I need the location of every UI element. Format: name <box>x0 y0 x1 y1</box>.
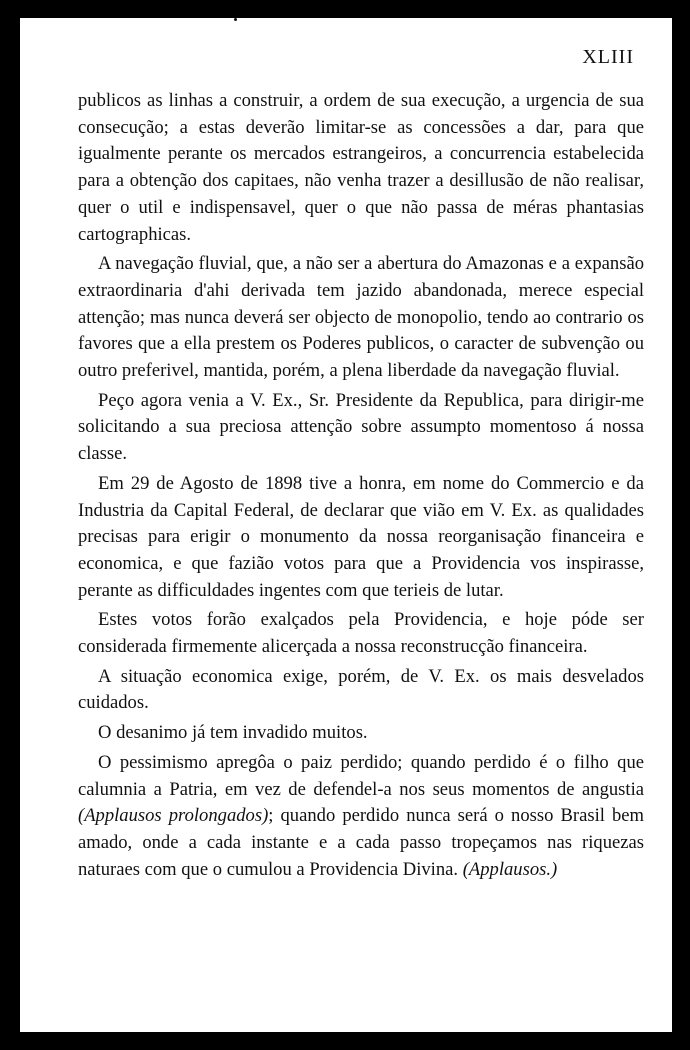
page-number: XLIII <box>582 46 634 68</box>
paragraph-7 <box>78 720 644 747</box>
paragraph-8-text-a: O pessimismo apregôa o paiz perdido; quando perdido é o filho que calumnia a Patria, em vez de defendel-a nos seus momentos de angustia <box>78 751 644 800</box>
paragraph-2-text: A navegação fluvial, que, a não ser a abertura do Amazonas e a expansão extraordinaria d'ahi derivada tem jazido abandonada, merece especial attenção; mas nunca deverá ser objecto de monopolio, tendo ao contrario os favores que a ella prestem os Poderes publicos, o caracter de subvenção ou outro preferivel, mantida, porém, a plena liberdade da navegação fluvial. <box>78 253 644 382</box>
paragraph-1-text: publicos as linhas a construir, a ordem de sua execução, a urgencia de sua consecução; a estas deverão limitar-se as concessões a dar, para que igualmente perante os mercados estrangeiros, a concurrencia estabelecida para a obtenção dos capitaes, não venha trazer a desillusão de não realisar, quer o util e indispensavel, quer o que não passa de méras phantasias cartographicas. <box>78 90 644 245</box>
book-page <box>20 18 672 1032</box>
paragraph-3-text: Peço agora venia a V. Ex., Sr. Presidente da Republica, para dirigir-me solicitando a sua preciosa attenção sobre assumpto momentoso á nossa classe. <box>78 389 644 465</box>
paragraph-8-text-b: ; quando perdido nunca será o nosso Brasil bem amado, onde a cada instante e a cada passo tropeçamos nas riquezas naturaes com que o cumulou a Providencia Divina. <box>78 805 644 880</box>
applause-note: (Applausos.) <box>462 858 558 880</box>
paragraph-4-text: Em 29 de Agosto de 1898 tive a honra, em nome do Commercio e da Industria da Capital Federal, de declarar que vião em V. Ex. as qualidades precisas para erigir o monumento da nossa reorganisação financeira e economica, e que fazião votos para que a Providencia vos inspirasse, perante as difficuldades ingentes com que terieis de lutar. <box>78 472 644 601</box>
paragraph-5-text: Estes votos forão exalçados pela Providencia, e hoje póde ser considerada firmemente alicerçada a nossa reconstrucção financeira. <box>78 609 644 658</box>
paragraph-4 <box>78 471 644 605</box>
applause-note-prolonged: (Applausos prolongados) <box>78 805 269 827</box>
paragraph-2 <box>78 251 644 385</box>
paragraph-6 <box>78 664 644 717</box>
body-text <box>78 88 644 886</box>
paragraph-6-text: A situação economica exige, porém, de V. Ex. os mais desvelados cuidados. <box>78 665 644 714</box>
paragraph-8 <box>78 750 644 884</box>
print-speck <box>234 18 237 21</box>
paragraph-1 <box>78 88 644 248</box>
paragraph-3 <box>78 388 644 468</box>
paragraph-5 <box>78 607 644 660</box>
paragraph-7-text: O desanimo já tem invadido muitos. <box>98 722 368 744</box>
